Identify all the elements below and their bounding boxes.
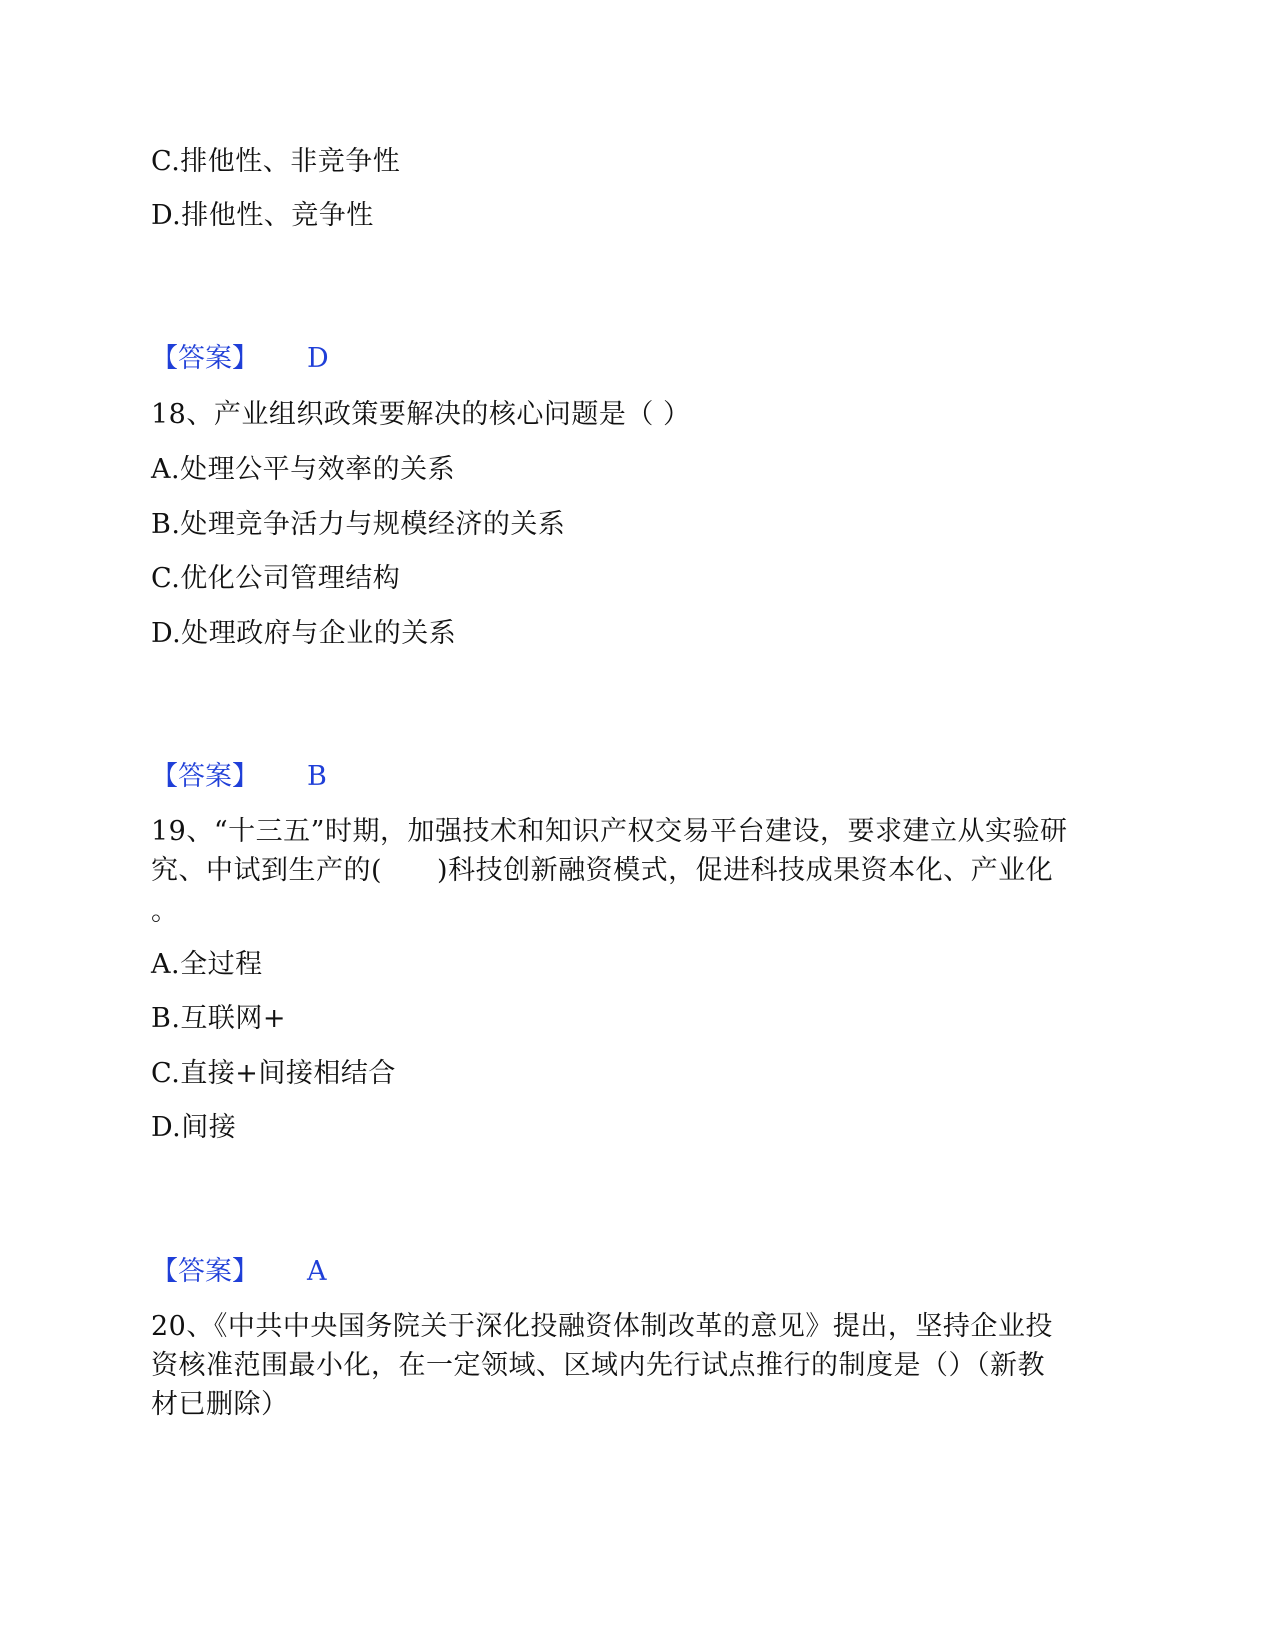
q19-stem-line-1: 19、“十三五”时期，加强技术和知识产权交易平台建设，要求建立从实验研	[151, 816, 1068, 847]
q20-stem-line-2: 资核准范围最小化，在一定领域、区域内先行试点推行的制度是（）（新教	[151, 1350, 1045, 1381]
q18-option-c: C.优化公司管理结构	[151, 563, 401, 594]
answer-label: 【答案】	[151, 1256, 259, 1287]
q18-stem: 18、产业组织政策要解决的核心问题是（ ）	[151, 399, 691, 430]
q18-option-a: A.处理公平与效率的关系	[151, 454, 456, 485]
q19-option-d: D.间接	[151, 1112, 237, 1143]
answer-value: A	[307, 1256, 327, 1287]
q19-option-c: C.直接+间接相结合	[151, 1058, 396, 1089]
option-d-prev: D.排他性、竞争性	[151, 200, 374, 231]
q19-stem-line-3: 。	[151, 896, 179, 927]
q19-stem-line-2: 究、中试到生产的( )科技创新融资模式，促进科技成果资本化、产业化	[151, 855, 1054, 886]
q20-stem-line-3: 材已删除）	[151, 1389, 289, 1420]
q19-option-a: A.全过程	[151, 949, 263, 980]
answer-prev	[151, 339, 329, 379]
answer-q19	[151, 1252, 327, 1292]
q20-stem-line-1: 20、《中共中央国务院关于深化投融资体制改革的意见》提出，坚持企业投	[151, 1311, 1053, 1342]
answer-label: 【答案】	[151, 343, 259, 374]
q18-option-d: D.处理政府与企业的关系	[151, 618, 457, 649]
answer-value: D	[307, 343, 329, 374]
answer-value: B	[307, 761, 327, 792]
answer-label: 【答案】	[151, 761, 259, 792]
q18-option-b: B.处理竞争活力与规模经济的关系	[151, 509, 566, 540]
answer-q18	[151, 757, 327, 797]
q19-option-b: B.互联网+	[151, 1003, 287, 1034]
option-c-prev: C.排他性、非竞争性	[151, 146, 401, 177]
